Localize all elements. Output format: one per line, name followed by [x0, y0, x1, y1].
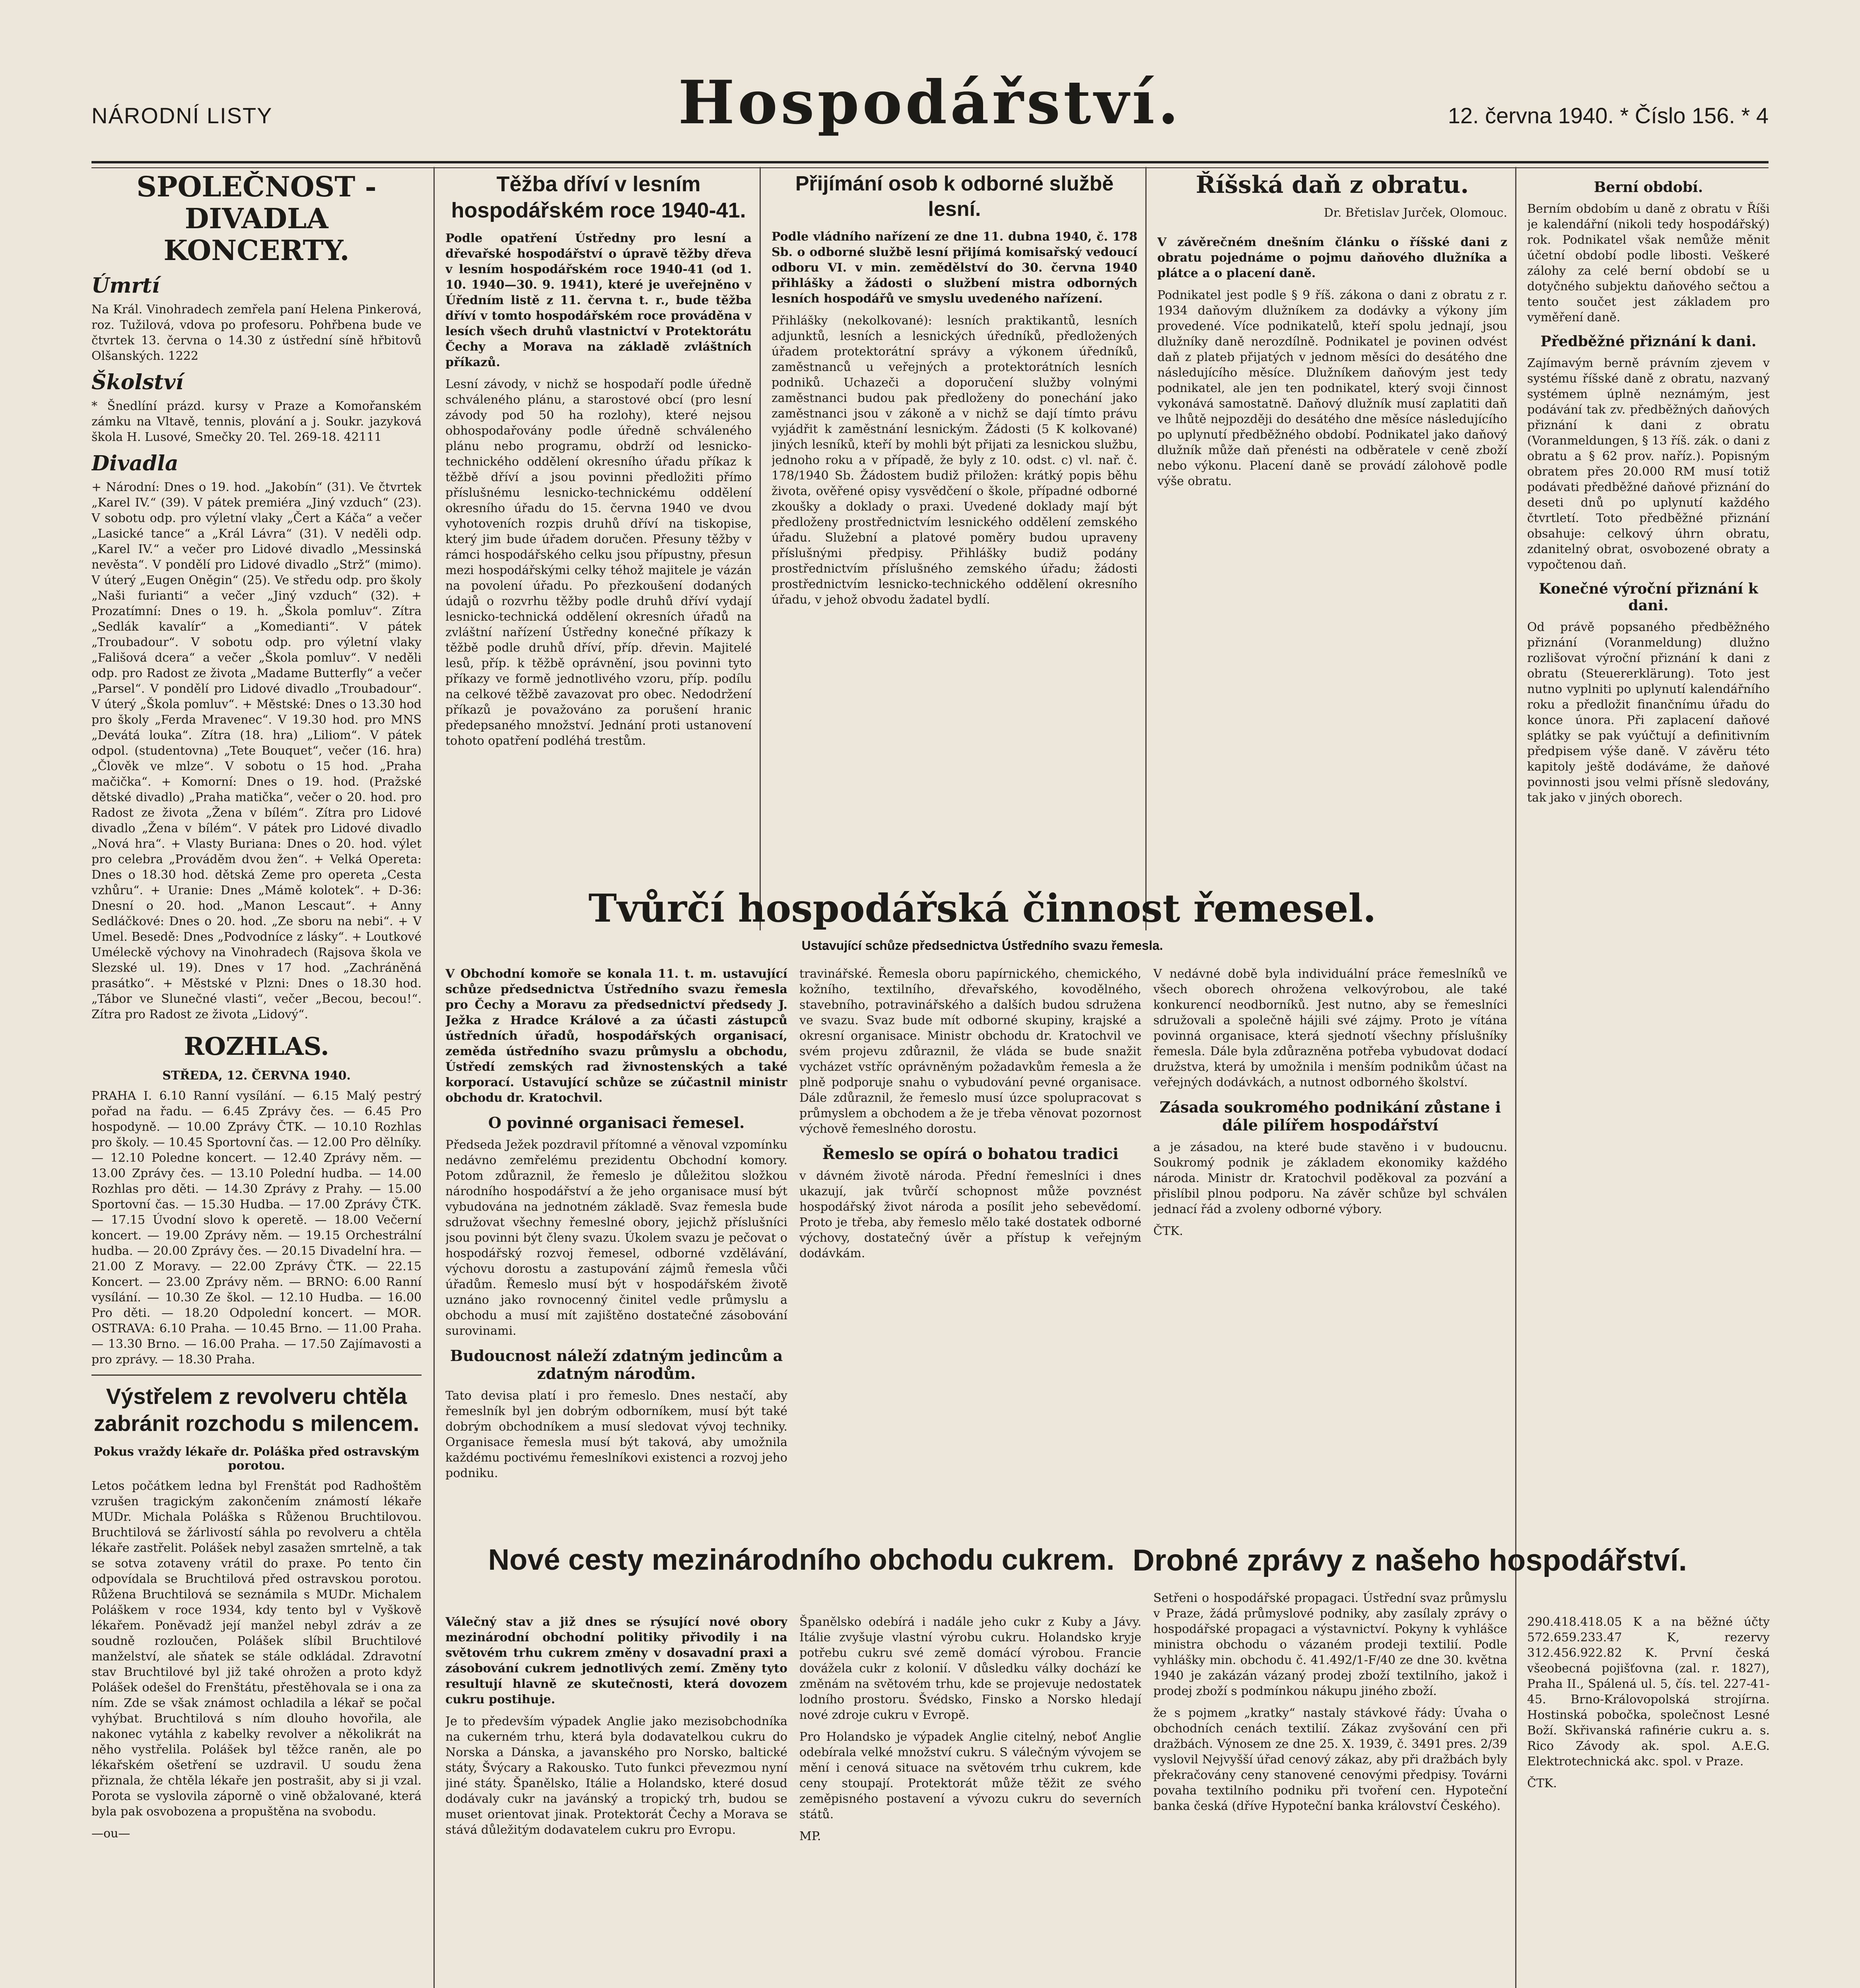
column-divider: [433, 167, 435, 1988]
divider: [91, 1375, 422, 1376]
column-divider: [1145, 167, 1147, 930]
paper-name: NÁRODNÍ LISTY: [91, 103, 273, 128]
drobne-col2: [1527, 1614, 1770, 1988]
budoucnost-heading: Budoucnost náleží zdatným jedincům a zdatným národům.: [450, 1347, 783, 1382]
dan-text: Podnikatel jest podle § 9 říš. zákona o dani z obratu z r. 1934 daňovým dlužníkem za dodávky a výkony jím provedené. Více podnikatelů, kteří spolu jednají, jsou dlužníky daně nerozdílně. Podnikatel je povinen odvést daň z plateb přijatých v jednom měsíci do desátého dne následujícího měsíce. Dlužníkem daňovým jest tedy podnikatel, ale jen ten podnikatel, který svoji činnost vykonává samostatně. Daňový dlužník musí zaplatiti daň ve lhůtě nejpozději do desátého dne měsíce následujícího po uplynutí předběžného období. Podnikatel jako daňový dlužník může daň přenésti na odběratele v ceně zboží nebo výkonu. Placení daně se provádí zálohově podle výše obratu.: [1157, 288, 1507, 488]
rozhlas-heading: ROZHLAS.: [184, 1032, 329, 1061]
left-column: [91, 171, 422, 1988]
remesla-text-b: Tato devisa platí i pro řemeslo. Dnes nestačí, aby řemeslník byl jen dobrým odborníkem, musí být také dobrým obchodníkem a musí sledovat vývoj techniky. Organisace řemesla musí být taková, aby umožnila každému poctivému řemeslníkovi existenci a rozvoj jeho podniku.: [445, 1389, 787, 1480]
skolstvi-heading: Školství: [91, 370, 184, 394]
cukr-text: Je to především výpadek Anglie jako mezisobchodníka na cukerném trhu, která byla dodavatelkou cukru do Norska a Dánska, a javanského pro Norsko, baltické státy, Švýcary a Rakousko. Tuto funkci převezmou nyní jiné státy. Španělsko, Itálie a Holandsko, které dosud dodávaly cukr na javánský a tropický trh, budou se muset orientovat jinak. Protektorát Čechy a Morava se stává důležitým dodavatelem cukru pro Evropu.: [445, 1714, 787, 1837]
tezba-article: [445, 171, 752, 926]
vystrel-subheading: Pokus vraždy lékaře dr. Poláška před ostravským porotou.: [93, 1445, 420, 1473]
cukr-signoff: MP.: [799, 1829, 821, 1843]
cukr-col2: [799, 1614, 1141, 1988]
remesla-signoff: ČTK.: [1153, 1224, 1183, 1238]
drobne-text-3: 290.418.418.05 K a na běžné účty 572.659.233.47 K, rezervy 312.456.922.82 K. První česká všeobecná pojišťovna (zal. r. 1827), Praha II., Spálená ul. 5, čís. tel. 227-41-45. Brno-Královopolská strojírna. Hostinská pobočka, společnost Lesné Boží. Skřivanská rafinérie cukru a. s. Rico Závody ak. spol. A.E.G. Elektrotechnická akc. spol. v Praze.: [1527, 1615, 1770, 1769]
section-title: Hospodářství.: [678, 68, 1182, 138]
remesla-text-a: Předseda Ježek pozdravil přítomné a věnoval vzpomínku nedávno zemřelému prezidentu Obchodní komory. Potom zdůraznil, že řemeslo je důležitou složkou národního hospodářství a že jeho organisace musí být vybudována na jednotném základě. Svaz řemesla bude sdružovat všechny řemeslné obory, jejichž příslušníci jsou povinni být členy svazu. Úkolem svazu je pečovat o hospodářský rozvoj řemesel, odborné vzdělávání, výchovu dorostu a zastupování zájmů řemesla vůči úřadům. Řemeslo musí být v hospodářském životě uznáno jako rovnocenný činitel vedle průmyslu a obchodu a musí mít zajištěno dostatečné zásobování surovinami.: [445, 1138, 787, 1338]
prijimani-article: [772, 171, 1137, 926]
drobne-signoff: ČTK.: [1527, 1776, 1557, 1790]
rozhlas-text: PRAHA I. 6.10 Ranní vysílání. — 6.15 Malý pestrý pořad na řadu. — 6.45 Zprávy čes. — 6.45 Pro hospodyně. — 10.00 Zprávy ČTK. — 10.10 Rozhlas pro školy. — 10.45 Sportovní čas. — 12.00 Pro dělníky. — 12.10 Poledne koncert. — 12.40 Zprávy něm. — 13.00 Zprávy čes. — 13.10 Polední hudba. — 14.00 Rozhlas pro děti. — 14.30 Zprávy z Prahy. — 15.00 Sportovní čas. — 15.30 Hudba. — 17.00 Zprávy ČTK. — 17.15 Úvodní slovo k operetě. — 18.00 Večerní koncert. — 19.00 Zprávy něm. — 19.15 Orchestrální hudba. — 20.00 Zprávy čes. — 20.15 Divadelní hra. — 21.00 Z Moravy. — 22.00 Zprávy ČTK. — 22.15 Koncert. — 23.00 Zprávy něm. — BRNO: 6.00 Ranní vysílání. — 10.30 Ze škol. — 12.10 Hudba. — 16.00 Pro děti. — 18.20 Odpolední koncert. — MOR. OSTRAVA: 6.10 Praha. — 10.45 Brno. — 11.00 Praha. — 13.30 Brno. — 16.00 Praha. — 17.50 Zajímavosti a pro zprávy. — 18.30 Praha.: [91, 1089, 422, 1367]
column-divider: [760, 167, 761, 930]
tezba-text: Lesní závody, v nichž se hospodaří podle úředně schváleného plánu, a starostové obcí (pro lesní závody pod 50 ha rozlohy), které nejsou obhospodařovány podle úředně schváleného plánu nebo programu, obdrží od lesnicko-technického oddělení okresního úřadu příkaz k těžbě dříví a jsou povinni předložiti přímo příslušnému lesnicko-technickému oddělení okresního úřadu do 15. června 1940 ve dvou vyhotoveních rozpis druhů dříví na tiskopise, který jim bude úřadem doručen. Přesuny těžby v rámci hospodářského celku jsou přípustny, přesun mezi hospodářskými celky téhož majitele je vázán na povolení úřadu. Po přezkoušení dodaných údajů o rozvrhu těžby podle druhů dříví vydají lesnicko-technická oddělení okresních úřadů na zvláštní nařízení Ústředny konečné příkazy k těžbě podle druhů dříví, příp. dřevin. Majitelé lesů, příp. k těžbě oprávnění, jsou povinni tyto příkazy ve formě jednotlivého vzoru, příp. podílu na celkové těžbě zavazovat pro obec. Nedodržení příkazů je považováno za porušení hranic předepsaného množství. Jednání proti ustanovení tohoto opatření podléhá trestům.: [445, 377, 752, 748]
remesla-subheading: Ustavující schůze předsednictva Ústředního svazu řemesla.: [801, 938, 1163, 953]
society-heading: SPOLEČNOST - DIVADLA KONCERTY.: [136, 171, 377, 267]
cukr-col1: [445, 1614, 787, 1988]
dan-article-right: [1527, 171, 1770, 1602]
predbezne-heading: Předběžné přiznání k dani.: [1540, 333, 1757, 350]
prijimani-lead: Podle vládního nařízení ze dne 11. dubna 1940, č. 178 Sb. o odborné službě lesní přijímá komisařský vedoucí odboru VI. v min. zemědělství do 30. června 1940 přihlášky a žádosti o službení mistra odborných lesních hospodářů ve smyslu uvedeného nařízení.: [772, 230, 1137, 306]
masthead: [91, 68, 1769, 155]
drobne-col1: [1153, 1590, 1507, 1988]
umrti-text: Na Král. Vinohradech zemřela paní Helena Pinkerová, roz. Tužilová, vdova po profesoru. Pohřbena bude ve čtvrtek 13. června o 14.30 z ústřední síně hřbitovů Olšanských. 1222: [91, 303, 422, 363]
drobne-text-1: Setřeni o hospodářské propagaci. Ústřední svaz průmyslu v Praze, žádá průmyslové podniky, aby zasílaly zprávy o hospodářské propagaci a výstavnictví. Pokyny k vyhlášce ministra obchodu o vázaném prodeji textilií. Podle vyhlášky min. obchodu č. 41.492/1-F/40 ze dne 30. května 1940 je zakázán vázaný prodej zboží textilního, jakož i prodej zboží s podmínkou nákupu jiného zboží.: [1153, 1591, 1507, 1698]
berni-heading: Berní období.: [1594, 179, 1703, 196]
dan-author: Dr. Břetislav Jurček, Olomouc.: [1324, 206, 1507, 220]
dan-lead: V závěrečném dnešním článku o říšské dani z obratu pojednáme o pojmu daňového dlužníka a plátce a o placení daně.: [1157, 235, 1507, 280]
prijimani-text: Přihlášky (nekolkované): lesních praktikantů, lesních adjunktů, lesních a lesnických úředníků, předložených úřadem protektorátní správy a výkonem úředníků, zaměstnanců u veřejných a protektorátních lesních podniků. Uchazeči a doporučení služby volnými zaměstnanci budou pak předloženy do ponechání jako zaměstnanci jsou v zákoně a v nichž se dají tímto právu vyjádřit k zaměstnání lesnickým. Žádosti (5 K kolkované) jiných lesníků, kteří by mohli být přijati za lesnickou službu, jednoho roku a v případě, že byly z 10. odst. c) vl. nař. č. 178/1940 Sb. Žádostem budiž přiložen: krátký popis běhu života, ověřené opisy vysvědčení o škole, případné odborné zkoušky a doklady o praxi. Uvedené doklady mají být předloženy prostřednictvím lesnického oddělení zemského úřadu. Služební a platové poměry budou upraveny příslušnými předpisy. Přihlášky budiž podány prostřednictvím příslušného zemského úřadu; žádosti prostřednictvím lesnicko-technického oddělení okresního úřadu, v jehož obvodu žadatel bydlí.: [772, 314, 1137, 607]
konecne-text: Od právě popsaného předběžného přiznání (Voranmeldung) dlužno rozlišovat výroční přiznání k dani z obratu (Steuererklärung). Toto jest nutno vyplniti po uplynutí kalendářního roku a předložit finančnímu úřadu do konce února. Při zaplacení daňové splátky se pak vyúčtují a definitivním předpisem výše daně. V závěru této kapitoly ještě dodáváme, že daňové povinnosti jsou velmi přísně sledovány, tak jako v jiných oborech.: [1527, 620, 1770, 805]
vystrel-text: Letos počátkem ledna byl Frenštát pod Radhoštěm vzrušen tragickým zakončením známostí lékaře MUDr. Michala Poláška s Růženou Bruchtilovou. Bruchtilová se žárlivostí sáhla po revolveru a chtěla lékaře zastřelit. Polášek nebyl zasažen smrtelně, a tak se sotva zotaveny vrátil do praxe. Po tento čin odpovídala se Bruchtilová před ostravskou porotou. Růžena Bruchtilová se seznámila s MUDr. Michalem Poláškem v roce 1934, kdy tento byl v Vyškově lékařem. Poněvadž její manžel nebyl zdráv a ze soudně rozloučen, Polášek slíbil Bruchtilové manželství, ale sňatek se stále odkládal. Zdravotní stav Bruchtilové byl již také ohrožen a proto když Polášek odešel do Frenštátu, přestěhovala se i ona za ním. Zde se však známost ochladila a lékař se počal vyhýbat. Bruchtilová s ním dlouho hovořila, ale nakonec vytáhla z kabelky revolver a několikrát na něho vystřelila. Polášek byl těžce raněn, ale po lékařském ošetření se uzdravil. U soudu žena přiznala, že chtěla lékaře jen postrašit, aby si ji vzal. Porota se vyslovila záporně o vině obžalované, která byla pak osvobozena a propuštěna na svobodu.: [91, 1479, 422, 1819]
remesla-lead: V Obchodní komoře se konala 11. t. m. ustavující schůze předsednictva Ústředního svazu řemesla pro Čechy a Moravu za předsednictví předsedy J. Ježka z Hradce Králové a za účasti zástupců ústředních úřadů, hospodářských organisací, zeměda ústředního svazu průmyslu a obchodu, Ústředí zemských rad živnostenských a také korporací. Ustavující schůze se zúčastnil ministr obchodu dr. Kratochvil.: [445, 967, 787, 1105]
cukr-heading: Nové cesty mezinárodního obchodu cukrem.: [488, 1543, 1115, 1576]
cukr-col2-text: Španělsko odebírá i nadále jeho cukr z Kuby a Jávy. Itálie zvyšuje vlastní výrobu cukru. Holandsko kryje potřebu cukru své země domácí výrobou. Francie dovážela cukr z kolonií. V důsledku války dochází ke změnám na světovém trhu, kde se projevuje nedostatek lodního prostoru. Švédsko, Finsko a Norsko hledají nové zdroje cukru v Evropě.: [799, 1615, 1141, 1722]
remesla-col1: [445, 966, 787, 1531]
umrti-heading: Úmrtí: [91, 274, 160, 298]
zasada-text: a je zásadou, na které bude stavěno i v budoucnu. Soukromý podnik je základem ekonomiky každého národa. Ministr dr. Kratochvil poděkoval za pozvání a přislíbil plnou podporu. Na závěr schůze byl schválen jednací řád a zvoleny odborné výbory.: [1153, 1140, 1507, 1216]
remesla-col2-text: travinářské. Řemesla oboru papírnického, chemického, kožního, textilního, dřevařského, kovodělného, stavebního, potravinářského a dalších budou sdružena ve svazu. Svaz bude mít odborné skupiny, krajské a okresní organisace. Ministr obchodu dr. Kratochvil ve svém projevu zdůraznil, že vláda se bude snažit vycházet vstříc oprávněným požadavkům řemesla a že plně podporuje snahu o vybudování pevné organisace. Dále zdůraznil, že řemeslo musí úzce spolupracovat s průmyslem a obchodem a že je třeba věnovat pozornost výchově řemeslného dorostu.: [799, 967, 1141, 1136]
rozhlas-date: STŘEDA, 12. ČERVNA 1940.: [162, 1069, 351, 1083]
tradice-text: v dávném životě národa. Přední řemeslníci i dnes ukazují, jak tvůrčí schopnost může povznést hospodářský život národa a posílit jeho sebevědomí. Proto je třeba, aby řemeslo mělo také dostatek odborné výchovy, dostatečný úvěr a přístup k veřejným dodávkám.: [799, 1169, 1141, 1260]
zasada-heading: Zásada soukromého podnikání zůstane i dále pilířem hospodářství: [1159, 1098, 1501, 1134]
cukr-col3-text: Pro Holandsko je výpadek Anglie citelný, neboť Anglie odebírala velké množství cukru. S válečným vývojem se mění i cenová situace na světovém trhu cukrem, kde ceny stoupají. Protektorát může těžit ze svého zeměpisného postavení a vývozu cukru do severních států.: [799, 1730, 1141, 1821]
dan-heading-wrap: [1157, 171, 1507, 227]
skolstvi-text: * Šnedlíní prázd. kursy v Praze a Komořanském zámku na Vltavě, tennis, plování a j. Soukr. jazyková škola H. Lusové, Smečky 20. Tel. 269-18. 42111: [91, 399, 422, 444]
povinne-heading: O povinné organisaci řemesel.: [488, 1114, 745, 1132]
tradice-heading: Řemeslo se opírá o bohatou tradici: [822, 1145, 1119, 1163]
remesla-col3: [1153, 966, 1507, 1531]
dan-heading: Říšská daň z obratu.: [1195, 171, 1469, 199]
masthead-rule: [91, 161, 1769, 168]
vystrel-signoff: —ou—: [91, 1827, 130, 1840]
vystrel-heading: Výstřelem z revolveru chtěla zabránit rozchodu s milencem.: [93, 1384, 420, 1436]
divadla-heading: Divadla: [91, 451, 179, 476]
konecne-heading: Konečné výroční přiznání k dani.: [1539, 580, 1758, 614]
column-divider: [1515, 167, 1516, 1988]
cukr-heading-wrap: [445, 1543, 1157, 1614]
cukr-lead: Válečný stav a již dnes se rýsující nové obory mezinárodní obchodní politiky přivodily i na světovém trhu cukrem změny v dosavadní praxi a zásobování cukrem jednotlivých zemí. Změny tyto resultují hlavně ze skutečnosti, která dovozem cukru postihuje.: [445, 1615, 787, 1706]
divadla-text: + Národní: Dnes o 19. hod. „Jakobín“ (31). Ve čtvrtek „Karel IV.“ (39). V pátek premiéra „Jiný vzduch“ (23). V sobotu odp. pro výletní vlaky „Čert a Káča“ a večer „Lasické tance“ a „Král Lávra“ (31). V neděli odp. „Karel IV.“ a večer pro Lidové divadlo „Messinská nevěsta“. V pondělí pro Lidové divadlo „Strž“ (mimo). V úterý „Eugen Oněgin“ (25). Ve středu odp. pro školy „Naši furianti“ a večer „Jiný vzduch“ (32). + Prozatímní: Dnes o 19. h. „Škola pomluv“. Zítra „Sedlák kavalír“ a „Komedianti“. V pátek „Troubadour“. V sobotu odp. pro výletní vlaky „Fališová dcera“ a večer „Škola pomluv“. V neděli odp. pro Radost ze života „Madame Butterfly“ a večer „Parsel“. V pondělí pro Lidové divadlo „Troubadour“. V úterý „Škola pomluv“. + Městské: Dnes o 13.30 hod pro školy „Ferda Mravenec“. V 19.30 hod. pro MNS „Devátá louka“. Zítra (18. hra) „Liliom“. V pátek odpol. (studentovna) „Tete Bouquet“, večer (16. hra) „Člověk ve mlze“. V sobotu o 15 hod. „Praha mačička“. + Komorní: Dnes o 19. hod. (Pražské dětské divadlo) „Praha matička“, večer o 20. hod. pro Radost ze života „Žena v bílém“. Zítra pro Lidové divadlo „Žena v bílém“. V pátek pro Lidové divadlo „Nová hra“. + Vlasty Buriana: Dnes o 20. hod. výlet pro celebra „Prováděm dvou žen“. + Velká Opereta: Dnes o 18.30 hod. dětská Zeme pro opereta „Cesta vzhůru“. + Uranie: Dnes „Mámě kolotek“. + D-36: Dnesní o 20. hod. „Manon Lescaut“. + Anny Sedláčkové: Dnes o 20. hod. „Ze sboru na nebi“. + V Umel. Besedě: Dnes „Podvodníce z lásky“. + Loutkové Uméleckě výchovy na Vinohradech (Rajsova škola ve Slezské ul. 19). Dnes v 17 hod. „Zachráněná prasátko“. + Městské v Plzni: Dnes o 18.30 hod. „Tábor ve Slunečné vlasti“, večer „Becou, becou!“. Zítra pro Radost ze života „Lidový“.: [91, 480, 422, 1021]
tezba-heading: Těžba dříví v lesním hospodářském roce 1940-41.: [451, 172, 746, 222]
prijimani-heading: Přijímání osob k odborné službě lesní.: [795, 172, 1114, 221]
drobne-heading: Drobné zprávy z našeho hospodářství.: [1133, 1543, 1687, 1577]
remesla-heading: Tvůrčí hospodářská činnost řemesel.: [588, 886, 1376, 931]
predbezne-text: Zajímavým berně právním zjevem v systému říšské daně z obratu, nazvaný systémem úplně neznámým, jest podávání tak zv. předběžných daňových přiznání k dani z obratu (Voranmeldungen, § 13 říš. zák. o dani z obratu a § 62 prov. naříz.). Popisným obratem přes 20.000 RM musí totiž podávati předběžné daňové přiznání do deseti dnů po uplynutí každého čtvrtletí. Toto předběžné přiznání obsahuje: celkový úhrn obratu, zdanitelný obrat, osvobozené obraty a vypočtenou daň.: [1527, 356, 1770, 572]
issue-date: 12. června 1940. * Číslo 156. * 4: [1448, 103, 1769, 128]
remesla-col3-text: V nedávné době byla individuální práce řemeslníků ve všech oborech ohrožena velkovýrobou, ale také konkurencí neodborníků. Jest nutno, aby se řemeslníci sdružovali a společně hájili své zájmy. Proto je vítána povinná organisace, která sjednotí všechny příslušníky řemesla. Dále byla zdůrazněna potřeba vybudovat dodací družstva, která by umožnila i menším podnikům účast na veřejných dodávkách, a nutnost odborného školství.: [1153, 967, 1507, 1089]
tezba-lead: Podle opatření Ústředny pro lesní a dřevařské hospodářství o úpravě těžby dřeva v lesním hospodářském roce 1940-41 (od 1. 10. 1940—30. 9. 1941), které je uveřejněno v Úředním listě z 11. června t. r., bude těžba dříví v tomto hospodářském roce prováděna v lesích všech druhů vlastnictví v Protektorátu Čechy a Morava na základě zvláštních příkazů.: [445, 231, 752, 369]
remesla-col2: [799, 966, 1141, 1531]
drobne-text-2: že s pojmem „kratky“ nastaly stávkové řády: Úvaha o obchodních cenách textilií. Zákaz zvyšování cen při dražbách. Výnosem ze dne 25. X. 1939, č. 3491 pres. 2/39 vyslovil Nejvyšší úřad cenový zákaz, aby při dražbách byly překračovány ceny stanovené cenovými předpisy. Továrni povaha textilního podniku při tvoření cen. Hypoteční banka česká (dříve Hypoteční banka království Českého).: [1153, 1706, 1507, 1813]
dan-article-left: [1157, 235, 1507, 926]
berni-text: Berním obdobím u daně z obratu v Říši je kalendářní (nikoli tedy hospodářský) rok. Podnikatel však nemůže měnit účetní období podle libosti. Veškeré zálohy za celé berní období se u dotyčného subjektu daňového sečtou a tento součet jest základem pro vyměření daně.: [1527, 202, 1770, 324]
